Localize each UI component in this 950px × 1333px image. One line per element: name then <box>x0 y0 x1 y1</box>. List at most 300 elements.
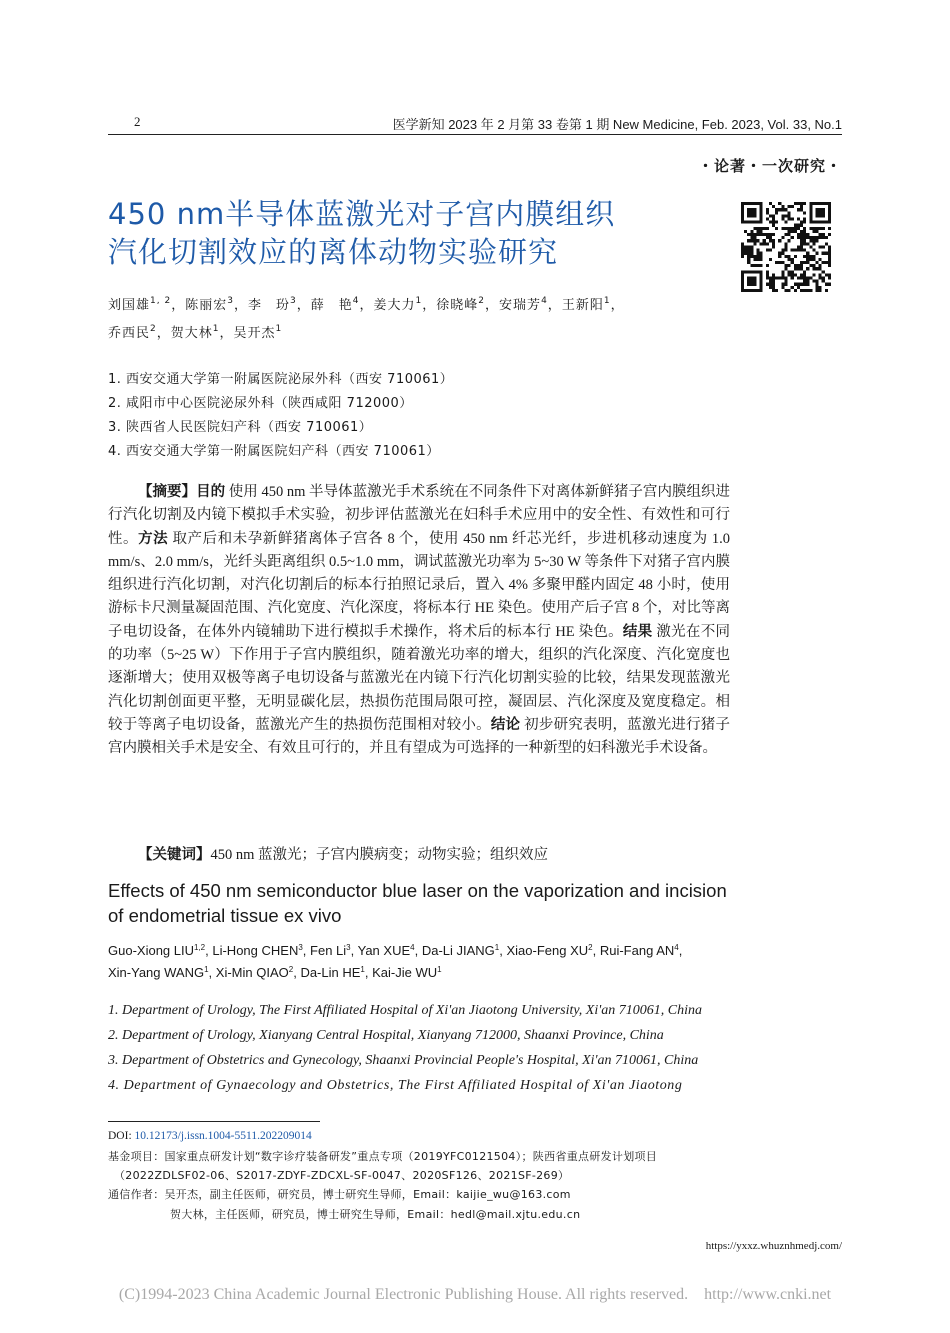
qr-module <box>775 261 778 264</box>
qr-module <box>741 218 744 221</box>
qr-module <box>828 255 831 258</box>
qr-module <box>757 233 760 236</box>
qr-module <box>741 214 744 217</box>
qr-module <box>781 205 784 208</box>
qr-module <box>750 252 753 255</box>
qr-module <box>760 208 763 211</box>
qr-module <box>747 276 750 279</box>
qr-module <box>806 255 809 258</box>
qr-module <box>741 276 744 279</box>
qr-module <box>815 261 818 264</box>
qr-module <box>784 242 787 245</box>
title-line-1: 450 nm半导体蓝激光对子宫内膜组织 <box>108 197 616 231</box>
en-author-separator: , <box>499 943 507 958</box>
qr-module <box>747 255 750 258</box>
qr-module <box>803 249 806 252</box>
author-list-cn <box>108 292 668 348</box>
qr-module <box>753 239 756 242</box>
qr-module <box>760 255 763 258</box>
qr-module <box>744 270 747 273</box>
qr-module <box>806 261 809 264</box>
qr-module <box>828 252 831 255</box>
keywords-label: 【关键词】 <box>138 847 211 863</box>
en-author-separator: , <box>678 943 683 958</box>
qr-module <box>747 270 750 273</box>
cn-author-name: 陈丽宏 <box>185 298 228 313</box>
qr-module <box>812 267 815 270</box>
qr-module <box>809 255 812 258</box>
keywords <box>138 843 548 864</box>
qr-module <box>819 264 822 267</box>
qr-module <box>760 230 763 233</box>
en-author-separator: , <box>205 943 213 958</box>
qr-module <box>806 242 809 245</box>
qr-module <box>791 270 794 273</box>
qr-module <box>775 276 778 279</box>
qr-module <box>815 208 818 211</box>
cn-author-separator: ， <box>359 298 374 313</box>
qr-module <box>803 261 806 264</box>
qr-module <box>819 221 822 224</box>
qr-module <box>815 286 818 289</box>
qr-module <box>781 261 784 264</box>
journal-website[interactable]: https://yxxz.whuznhmedj.com/ <box>705 1240 842 1252</box>
qr-module <box>788 255 791 258</box>
qr-module <box>819 236 822 239</box>
keywords-text: 450 nm 蓝激光；子宫内膜病变；动物实验；组织效应 <box>210 847 549 863</box>
qr-module <box>828 233 831 236</box>
qr-module <box>747 214 750 217</box>
qr-module <box>750 236 753 239</box>
qr-module <box>769 202 772 205</box>
qr-module <box>819 267 822 270</box>
qr-module <box>753 283 756 286</box>
qr-module <box>750 208 753 211</box>
qr-module <box>803 280 806 283</box>
en-author-separator: , <box>592 943 600 958</box>
qr-module <box>800 273 803 276</box>
qr-module <box>800 267 803 270</box>
en-author-name: Li-Hong CHEN <box>212 943 299 958</box>
qr-module <box>791 230 794 233</box>
affiliation-cn-2: 2. 咸阳市中心医院泌尿外科（陕西咸阳 712000） <box>108 396 413 411</box>
cn-author-affil-number: 1 <box>415 296 423 306</box>
qr-module <box>794 264 797 267</box>
qr-module <box>747 280 750 283</box>
qr-module <box>750 270 753 273</box>
qr-module <box>781 276 784 279</box>
qr-module <box>760 283 763 286</box>
qr-module <box>788 211 791 214</box>
qr-module <box>797 227 800 230</box>
qr-module <box>775 211 778 214</box>
qr-module <box>788 264 791 267</box>
en-author <box>422 943 507 958</box>
en-author-separator: , <box>414 943 422 958</box>
qr-module <box>747 221 750 224</box>
qr-module <box>747 233 750 236</box>
en-author-separator: , <box>350 943 358 958</box>
qr-module <box>744 245 747 248</box>
qr-module <box>744 202 747 205</box>
qr-module <box>812 236 815 239</box>
qr-module <box>781 273 784 276</box>
qr-module <box>766 233 769 236</box>
qr-module <box>772 245 775 248</box>
qr-module <box>772 239 775 242</box>
qr-module <box>778 276 781 279</box>
qr-module <box>760 233 763 236</box>
qr-module <box>757 252 760 255</box>
qr-module <box>797 249 800 252</box>
cn-author-name: 吴开杰 <box>233 326 276 341</box>
copyright-watermark: (C)1994-2023 China Academic Journal Electronic Publishing House. All rights reserved. http://www.cnki.net <box>118 1286 832 1303</box>
qr-module <box>741 280 744 283</box>
cn-author-separator: ， <box>296 298 311 313</box>
qr-module <box>753 221 756 224</box>
qr-module <box>815 252 818 255</box>
qr-module <box>753 280 756 283</box>
qr-module <box>784 227 787 230</box>
qr-module <box>784 214 787 217</box>
qr-module <box>809 258 812 261</box>
cn-author-separator: ， <box>547 298 562 313</box>
qr-module <box>815 227 818 230</box>
qr-module <box>828 273 831 276</box>
qr-module <box>750 280 753 283</box>
cn-author-separator: ， <box>610 298 625 313</box>
en-author <box>358 943 422 958</box>
qr-module <box>747 261 750 264</box>
cn-author-name: 刘国雄 <box>108 298 151 313</box>
qr-module <box>791 236 794 239</box>
qr-module <box>769 283 772 286</box>
qr-module <box>828 264 831 267</box>
qr-module <box>781 214 784 217</box>
qr-module <box>741 255 744 258</box>
qr-module <box>800 236 803 239</box>
qr-module <box>797 208 800 211</box>
qr-module <box>822 245 825 248</box>
qr-module <box>806 236 809 239</box>
cn-author-name: 王新阳 <box>561 298 604 313</box>
qr-module <box>753 208 756 211</box>
qr-module <box>803 273 806 276</box>
qr-module <box>828 218 831 221</box>
en-author-affil-number: 1 <box>204 965 209 974</box>
qr-module <box>741 208 744 211</box>
qr-module <box>803 221 806 224</box>
qr-module <box>769 280 772 283</box>
qr-module <box>788 273 791 276</box>
en-author-separator: , <box>302 943 311 958</box>
qr-module <box>753 233 756 236</box>
abstract <box>108 481 730 761</box>
qr-module <box>775 221 778 224</box>
cn-author <box>171 326 234 341</box>
qr-module <box>757 227 760 230</box>
qr-module <box>822 221 825 224</box>
qr-module <box>797 245 800 248</box>
qr-module <box>784 264 787 267</box>
qr-module <box>800 224 803 227</box>
qr-module <box>766 270 769 273</box>
qr-module <box>819 273 822 276</box>
qr-module <box>772 273 775 276</box>
methods-label: 方法 <box>138 530 169 547</box>
qr-module <box>784 289 787 292</box>
qr-module <box>766 236 769 239</box>
qr-module <box>781 208 784 211</box>
en-author-name: Rui-Fang AN <box>599 943 675 958</box>
qr-module <box>812 227 815 230</box>
qr-module <box>828 249 831 252</box>
qr-module <box>760 286 763 289</box>
qr-module <box>806 233 809 236</box>
qr-module <box>806 258 809 261</box>
qr-module <box>769 276 772 279</box>
qr-module <box>781 270 784 273</box>
qr-module <box>772 289 775 292</box>
en-author-affil-number: 2 <box>288 965 294 974</box>
cn-author-affil-number: 1 <box>603 296 611 306</box>
cn-author-separator: ， <box>422 298 437 313</box>
qr-module <box>809 264 812 267</box>
cn-author-name: 姜大力 <box>373 298 416 313</box>
qr-module <box>828 245 831 248</box>
cn-author <box>374 298 437 313</box>
english-title-line-2: of endometrial tissue ex vivo <box>108 905 342 926</box>
en-author-affil-number: 1,2 <box>194 943 206 952</box>
qr-module <box>819 208 822 211</box>
qr-module <box>815 236 818 239</box>
qr-module <box>822 214 825 217</box>
cn-author-name: 李 玢 <box>247 298 290 313</box>
qr-module <box>769 233 772 236</box>
qr-module <box>815 267 818 270</box>
qr-module <box>815 211 818 214</box>
qr-module <box>803 218 806 221</box>
qr-module <box>766 276 769 279</box>
qr-module <box>747 258 750 261</box>
author-list-en <box>108 940 748 984</box>
qr-module <box>797 224 800 227</box>
qr-module <box>797 267 800 270</box>
qr-module <box>753 202 756 205</box>
cn-author-affil-number: 1 <box>275 324 283 334</box>
qr-module <box>800 261 803 264</box>
qr-module <box>822 280 825 283</box>
qr-module <box>822 202 825 205</box>
qr-module <box>775 227 778 230</box>
qr-module <box>781 249 784 252</box>
qr-module <box>769 221 772 224</box>
qr-module <box>809 236 812 239</box>
cn-author-separator: ， <box>233 298 248 313</box>
en-author-affil-number: 1 <box>437 965 442 974</box>
qr-module <box>763 242 766 245</box>
qr-module <box>760 218 763 221</box>
en-author-separator: , <box>208 965 216 980</box>
en-author-affil-number: 4 <box>410 943 415 952</box>
qr-module <box>766 264 769 267</box>
qr-module <box>815 202 818 205</box>
qr-module <box>828 214 831 217</box>
doi-link[interactable]: 10.12173/j.issn.1004-5511.202209014 <box>134 1130 312 1142</box>
qr-module <box>803 230 806 233</box>
qr-module <box>800 242 803 245</box>
qr-module <box>800 264 803 267</box>
qr-module <box>766 273 769 276</box>
cn-author-separator: ， <box>171 298 186 313</box>
qr-module <box>791 261 794 264</box>
qr-module <box>803 227 806 230</box>
cn-author-name: 安瑞芳 <box>499 298 542 313</box>
results-label: 结果 <box>622 623 653 640</box>
qr-module <box>788 289 791 292</box>
qr-module <box>750 276 753 279</box>
qr-module <box>828 258 831 261</box>
qr-module <box>822 236 825 239</box>
qr-module <box>828 227 831 230</box>
qr-module <box>809 227 812 230</box>
qr-module <box>815 283 818 286</box>
qr-module <box>797 236 800 239</box>
qr-module <box>806 289 809 292</box>
qr-module <box>828 261 831 264</box>
qr-module <box>812 230 815 233</box>
qr-module <box>803 202 806 205</box>
qr-module <box>744 252 747 255</box>
qr-module <box>760 258 763 261</box>
qr-module <box>741 202 744 205</box>
qr-module <box>750 255 753 258</box>
qr-module <box>772 276 775 279</box>
qr-module <box>800 230 803 233</box>
en-author <box>212 943 310 958</box>
qr-module <box>788 205 791 208</box>
cn-author-affil-number: 3 <box>290 296 297 306</box>
qr-module <box>812 221 815 224</box>
en-author-name: Xiao-Feng XU <box>506 943 589 958</box>
qr-module <box>781 227 784 230</box>
header-rule <box>108 134 842 135</box>
qr-module <box>809 205 812 208</box>
qr-module <box>803 239 806 242</box>
qr-module <box>784 276 787 279</box>
qr-module <box>800 233 803 236</box>
qr-module <box>791 276 794 279</box>
qr-module <box>757 264 760 267</box>
qr-module <box>806 283 809 286</box>
qr-module <box>757 270 760 273</box>
qr-module <box>784 249 787 252</box>
qr-module <box>784 233 787 236</box>
qr-module <box>803 255 806 258</box>
doi-label: DOI: <box>108 1130 135 1142</box>
qr-module <box>744 289 747 292</box>
en-author-affil-number: 4 <box>674 943 679 952</box>
en-author-affil-number: 3 <box>298 943 303 952</box>
qr-module <box>825 236 828 239</box>
qr-module <box>753 214 756 217</box>
qr-module <box>797 283 800 286</box>
qr-module <box>772 286 775 289</box>
qr-module <box>825 252 828 255</box>
qr-module <box>825 289 828 292</box>
qr-module <box>803 270 806 273</box>
en-author-name: Xin-Yang WANG <box>108 965 205 980</box>
affiliation-cn-1: 1. 西安交通大学第一附属医院泌尿外科（西安 710061） <box>108 372 454 387</box>
qr-module <box>750 202 753 205</box>
qr-module <box>809 245 812 248</box>
qr-module <box>750 214 753 217</box>
cn-author <box>248 298 311 313</box>
qr-module <box>809 221 812 224</box>
qr-module <box>750 230 753 233</box>
qr-module <box>809 214 812 217</box>
qr-module <box>803 236 806 239</box>
qr-module <box>822 270 825 273</box>
qr-module <box>809 218 812 221</box>
qr-module <box>750 289 753 292</box>
qr-module <box>828 202 831 205</box>
qr-module <box>825 261 828 264</box>
title-line-2: 汽化切割效应的离体动物实验研究 <box>108 235 559 269</box>
qr-module <box>788 258 791 261</box>
qr-module <box>763 227 766 230</box>
qr-module <box>815 230 818 233</box>
en-author-affil-number: 1 <box>494 943 500 952</box>
qr-module <box>791 227 794 230</box>
qr-module <box>760 264 763 267</box>
qr-module <box>760 202 763 205</box>
qr-module <box>822 227 825 230</box>
qr-module <box>741 249 744 252</box>
qr-module <box>769 258 772 261</box>
qr-module <box>753 242 756 245</box>
qr-module <box>760 214 763 217</box>
cn-author-separator: ， <box>156 326 171 341</box>
qr-module <box>741 289 744 292</box>
qr-module <box>800 276 803 279</box>
qr-module <box>747 202 750 205</box>
qr-module <box>791 273 794 276</box>
en-author <box>108 943 212 958</box>
qr-module <box>784 255 787 258</box>
qr-module <box>819 214 822 217</box>
qr-module <box>769 239 772 242</box>
qr-module <box>778 208 781 211</box>
qr-module <box>760 242 763 245</box>
qr-module <box>784 245 787 248</box>
qr-module <box>760 276 763 279</box>
qr-module <box>828 211 831 214</box>
cn-author-affil-number: 4 <box>352 296 360 306</box>
qr-module <box>753 289 756 292</box>
qr-module <box>772 283 775 286</box>
qr-module <box>772 280 775 283</box>
qr-module <box>757 255 760 258</box>
qr-module <box>760 227 763 230</box>
corresponding-author-1: 通信作者：吴开杰，副主任医师，研究员，博士研究生导师，Email：kaijie_wu@163.com <box>108 1188 571 1201</box>
qr-module <box>812 202 815 205</box>
qr-module <box>747 252 750 255</box>
affiliation-en-2: 2. Department of Urology, Xianyang Central Hospital, Xianyang 712000, Shaanxi Province, China <box>108 1028 664 1043</box>
qr-module <box>772 224 775 227</box>
cn-author <box>499 298 562 313</box>
qr-module <box>757 258 760 261</box>
